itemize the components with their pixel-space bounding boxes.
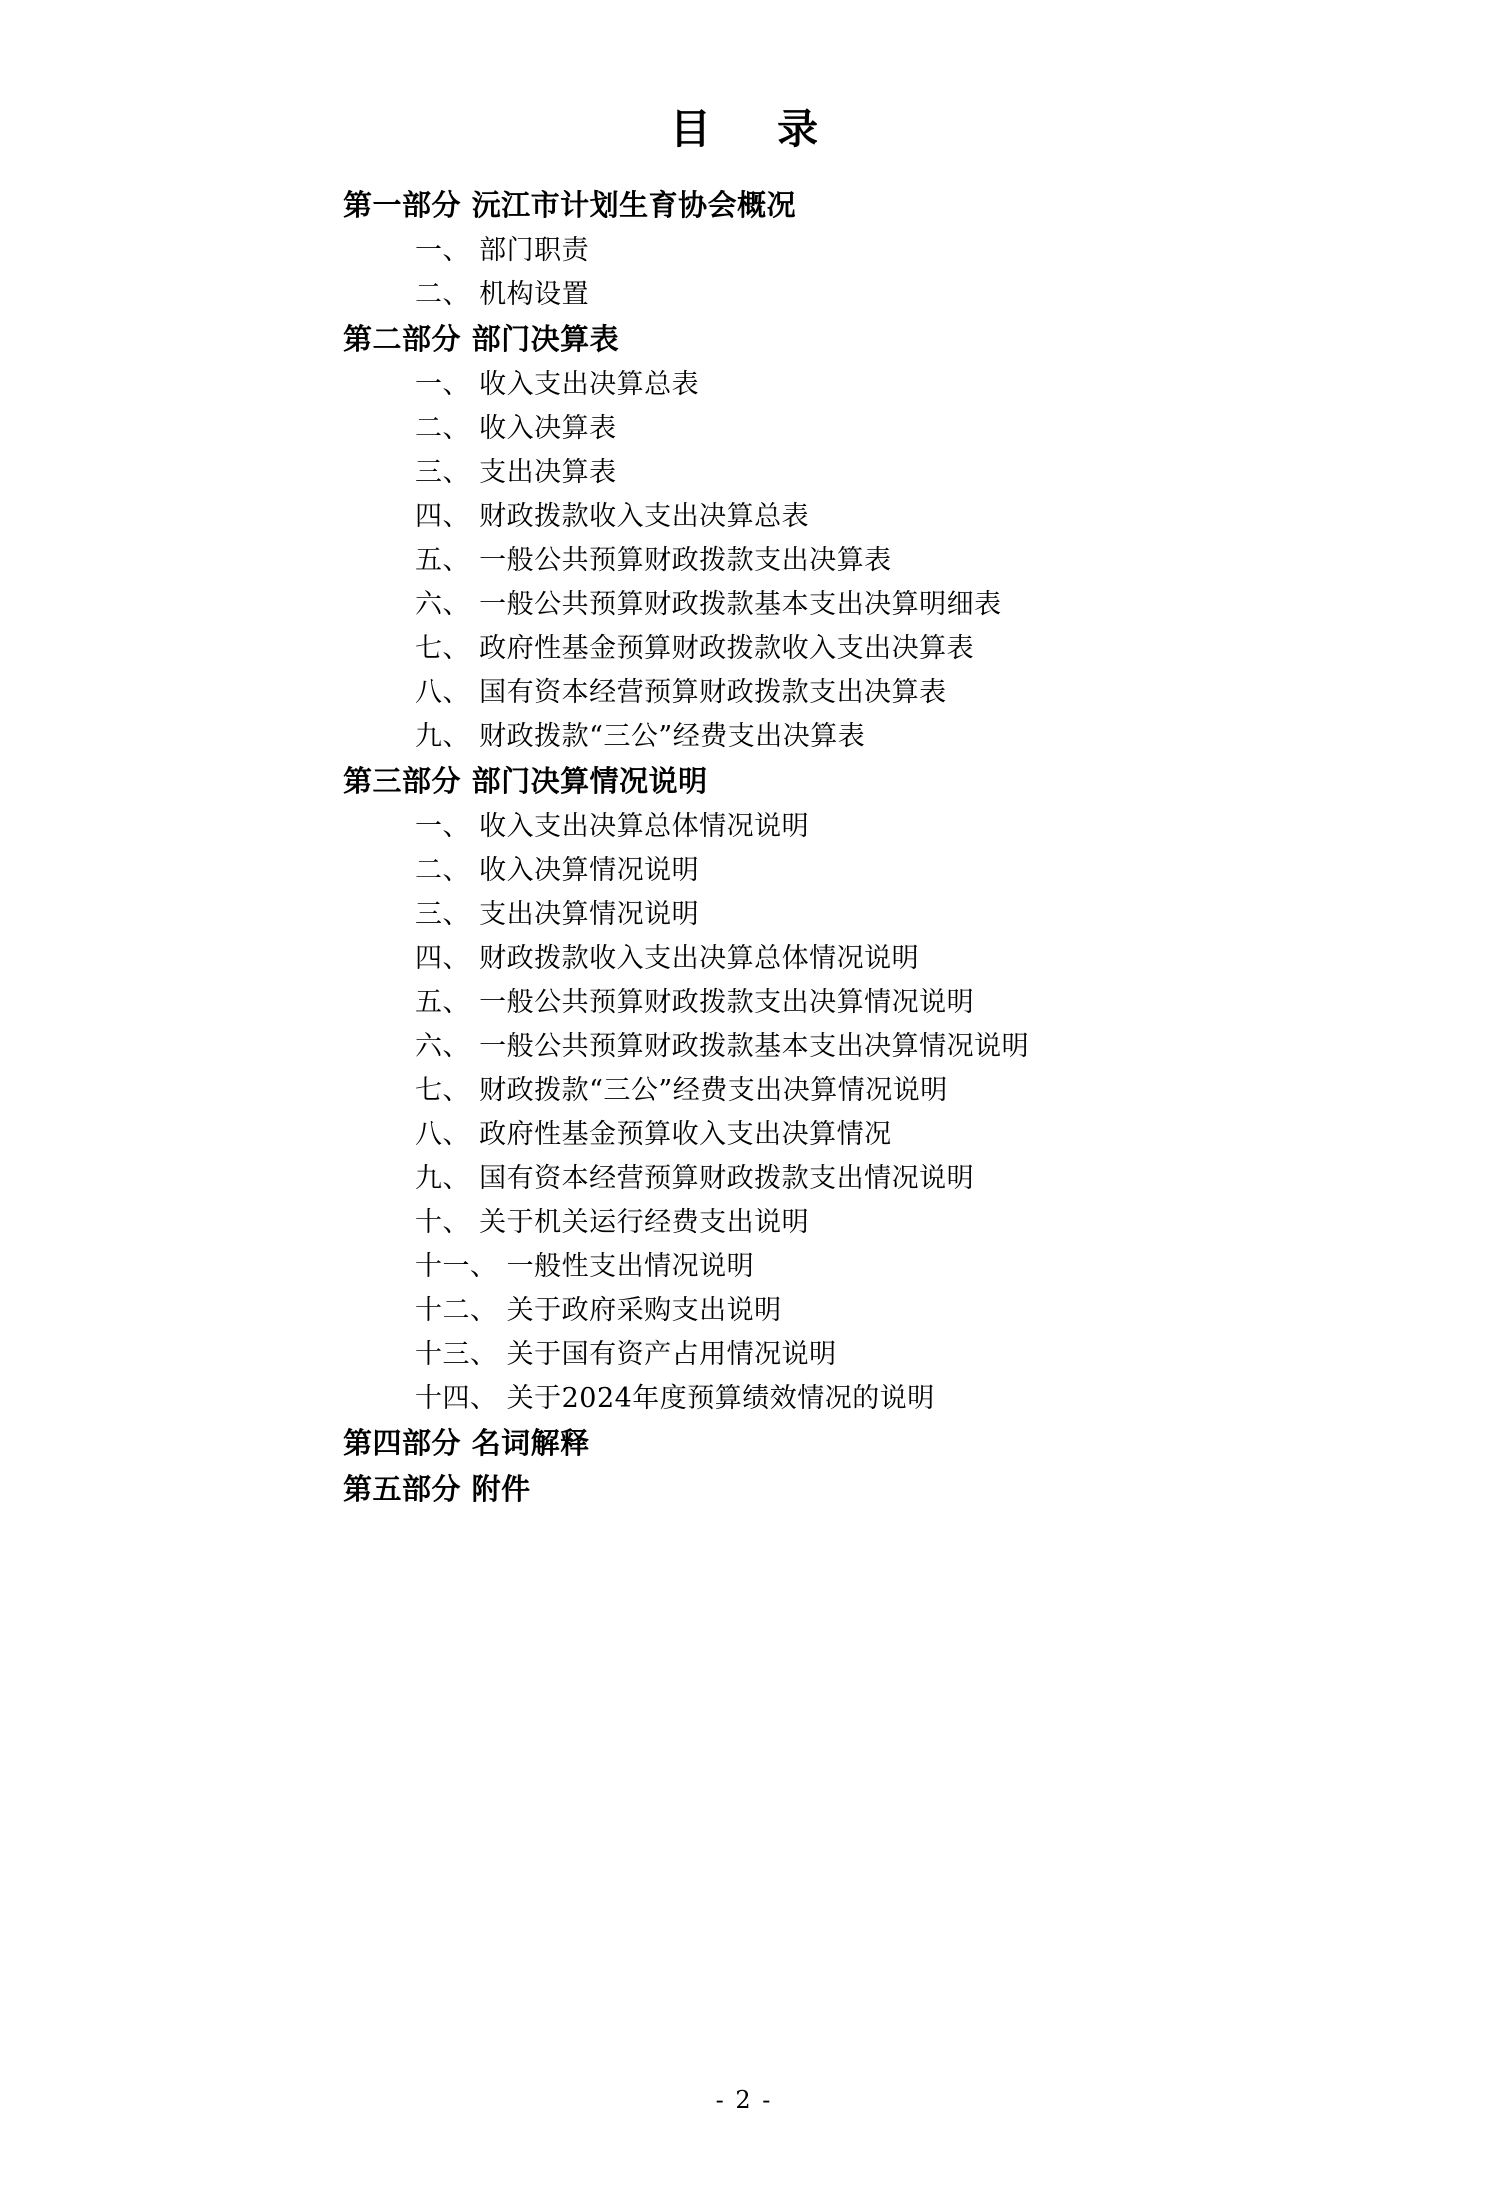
toc-item[interactable]: 二、 机构设置 — [415, 279, 590, 310]
toc-item[interactable]: 十、 关于机关运行经费支出说明 — [415, 1207, 810, 1238]
toc-item[interactable]: 三、 支出决算情况说明 — [415, 899, 700, 930]
toc-item[interactable]: 十一、 一般性支出情况说明 — [415, 1251, 755, 1282]
page-title: 目 录 — [669, 105, 845, 153]
toc-section-heading[interactable]: 第一部分 沅江市计划生育协会概况 — [343, 188, 797, 222]
toc-item[interactable]: 四、 财政拨款收入支出决算总表 — [415, 501, 810, 532]
toc-item[interactable]: 二、 收入决算情况说明 — [415, 855, 700, 886]
toc-item[interactable]: 一、 收入支出决算总体情况说明 — [415, 811, 810, 842]
toc-item[interactable]: 二、 收入决算表 — [415, 413, 617, 444]
toc-item[interactable]: 一、 收入支出决算总表 — [415, 369, 700, 400]
toc-item[interactable]: 六、 一般公共预算财政拨款基本支出决算明细表 — [415, 589, 1002, 620]
toc-item[interactable]: 八、 政府性基金预算收入支出决算情况 — [415, 1119, 892, 1150]
toc-section-heading[interactable]: 第三部分 部门决算情况说明 — [343, 764, 708, 798]
toc-item[interactable]: 四、 财政拨款收入支出决算总体情况说明 — [415, 943, 920, 974]
toc-item[interactable]: 九、 国有资本经营预算财政拨款支出情况说明 — [415, 1163, 975, 1194]
toc-item[interactable]: 五、 一般公共预算财政拨款支出决算表 — [415, 545, 892, 576]
toc-item[interactable]: 一、 部门职责 — [415, 235, 590, 266]
toc-section-heading[interactable]: 第二部分 部门决算表 — [343, 322, 620, 356]
toc-item[interactable]: 九、 财政拨款“三公”经费支出决算表 — [415, 721, 866, 752]
table-of-contents — [153, 188, 1335, 1506]
page-number: - 2 - — [715, 2086, 773, 2114]
document-page — [0, 96, 1488, 2200]
toc-item[interactable]: 五、 一般公共预算财政拨款支出决算情况说明 — [415, 987, 975, 1018]
toc-item[interactable]: 十三、 关于国有资产占用情况说明 — [415, 1339, 837, 1370]
toc-section-heading[interactable]: 第五部分 附件 — [343, 1472, 531, 1506]
toc-item[interactable]: 十二、 关于政府采购支出说明 — [415, 1295, 782, 1326]
toc-item[interactable]: 十四、 关于2024年度预算绩效情况的说明 — [415, 1383, 935, 1414]
toc-item[interactable]: 七、 政府性基金预算财政拨款收入支出决算表 — [415, 633, 975, 664]
toc-item[interactable]: 六、 一般公共预算财政拨款基本支出决算情况说明 — [415, 1031, 1030, 1062]
toc-item[interactable]: 七、 财政拨款“三公”经费支出决算情况说明 — [415, 1075, 948, 1106]
toc-item[interactable]: 三、 支出决算表 — [415, 457, 617, 488]
toc-item[interactable]: 八、 国有资本经营预算财政拨款支出决算表 — [415, 677, 947, 708]
toc-section-heading[interactable]: 第四部分 名词解释 — [343, 1426, 590, 1460]
